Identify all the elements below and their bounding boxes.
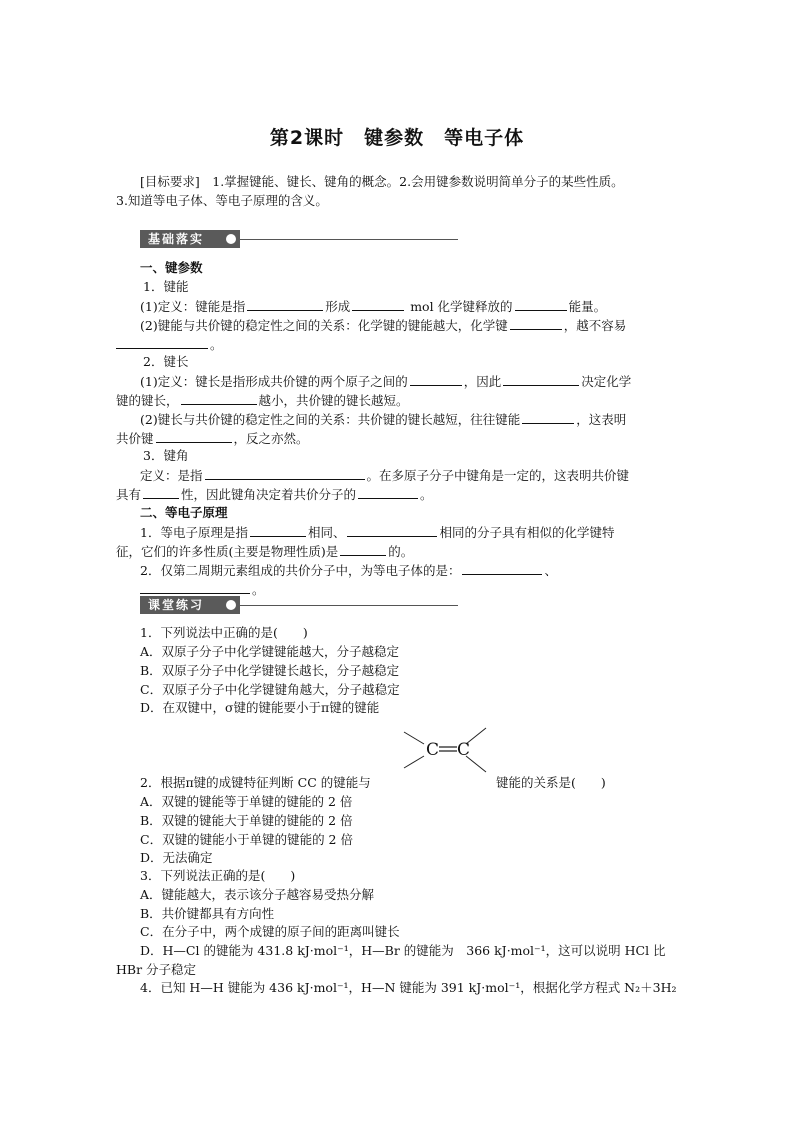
banner-dot-icon (226, 234, 236, 244)
question-1-option-b: B．双原子分子中化学键键长越长，分子越稳定 (140, 663, 400, 678)
banner-rule (240, 239, 458, 240)
fill-blank[interactable] (462, 562, 542, 575)
question-2-option-d: D．无法确定 (140, 850, 213, 865)
text: 征，它们的许多性质(主要是物理性质)是 (116, 544, 339, 559)
text: 。 (210, 337, 223, 352)
bond-length-definition (140, 373, 631, 390)
subheading-bond-length: 2．键长 (143, 354, 189, 369)
bond-length-stability (140, 411, 626, 428)
text: (1)定义：键长是指形成共价键的两个原子之间的 (140, 374, 408, 389)
question-3: 3．下列说法正确的是( ) (140, 868, 296, 883)
fill-blank[interactable] (247, 298, 323, 311)
question-3-option-c: C．在分子中，两个成键的原子间的距离叫键长 (140, 924, 400, 939)
fill-blank[interactable] (515, 298, 567, 311)
fill-blank[interactable] (410, 373, 462, 386)
isoelectronic-question (140, 562, 557, 579)
fill-blank[interactable] (116, 336, 208, 349)
text: 的。 (388, 544, 414, 559)
fill-blank[interactable] (156, 430, 232, 443)
fill-blank[interactable] (140, 581, 250, 594)
text: 共价键 (116, 431, 154, 446)
svg-text:C: C (457, 740, 471, 760)
heading-isoelectronic: 二、等电子原理 (140, 505, 228, 520)
question-1-option-d: D．在双键中，σ键的键能要小于π键的键能 (140, 700, 380, 715)
question-3-option-a: A．键能越大，表示该分子越容易受热分解 (140, 887, 375, 902)
question-4: 4．已知 H—H 键能为 436 kJ·mol⁻¹，H—N 键能为 391 kJ·mol⁻¹，根据化学方程式 N₂＋3H₂ (140, 980, 677, 995)
question-3-option-d: D．H—Cl 的键能为 431.8 kJ·mol⁻¹，H—Br 的键能为 366 kJ·mol⁻¹，这可以说明 HCl 比 (140, 943, 666, 958)
question-1-option-c: C．双原子分子中化学键键角越大，分子越稳定 (140, 682, 400, 697)
question-2-option-b: B．双键的键能大于单键的键能的 2 倍 (140, 813, 353, 828)
question-3-option-b: B．共价键都具有方向性 (140, 906, 275, 921)
fill-blank[interactable] (143, 486, 179, 499)
question-2-option-c: C．双键的键能小于单键的键能的 2 倍 (140, 832, 353, 847)
question-2-stem-b: 键能的关系是( ) (496, 775, 606, 790)
text: 。 (420, 487, 433, 502)
text: 。 (252, 582, 265, 597)
fill-blank[interactable] (352, 298, 404, 311)
double-bond-diagram-svg (396, 720, 496, 780)
text: ，反之亦然。 (233, 431, 309, 446)
subheading-bond-angle: 3．键角 (143, 448, 189, 463)
text: 越小，共价键的键长越短。 (258, 393, 409, 408)
bond-angle-definition (140, 467, 629, 484)
text: 键的键长， (116, 393, 179, 408)
bond-angle-definition-cont (116, 486, 433, 503)
fill-blank[interactable] (522, 411, 574, 424)
text: 决定化学 (581, 374, 632, 389)
svg-text:C: C (426, 740, 440, 760)
double-bond-diagram (396, 720, 496, 780)
banner-rule (240, 605, 458, 606)
text: 能量。 (568, 299, 607, 314)
text: (2)键能与共价键的稳定性之间的关系：化学键的键能越大，化学键 (140, 318, 508, 333)
fill-blank[interactable] (250, 524, 306, 537)
question-2-stem-a: 2．根据π键的成键特征判断 CC 的键能与 (140, 775, 371, 790)
text: 相同的分子具有相似的化学键特 (439, 525, 615, 540)
text: mol 化学键释放的 (406, 299, 513, 314)
question-2-option-a: A．双键的键能等于单键的键能的 2 倍 (140, 794, 353, 809)
text: 性，因此键角决定着共价分子的 (181, 487, 357, 502)
heading-bond-parameters: 一、键参数 (140, 260, 203, 275)
subheading-bond-energy: 1．键能 (143, 279, 189, 294)
bond-energy-definition (140, 298, 606, 315)
text: 定义：是指 (140, 468, 203, 483)
question-1: 1．下列说法中正确的是( ) (140, 625, 308, 640)
fill-blank[interactable] (358, 486, 418, 499)
bond-length-stability-cont (116, 430, 309, 447)
fill-blank[interactable] (510, 317, 562, 330)
banner-label: 课堂练习 (140, 596, 240, 614)
fill-blank[interactable] (347, 524, 437, 537)
isoelectronic-principle-cont (116, 543, 413, 560)
banner-label: 基础落实 (140, 230, 240, 248)
text: ，这表明 (576, 412, 627, 427)
text: ，越不容易 (563, 318, 627, 333)
text: 形成 (325, 299, 351, 314)
fill-blank[interactable] (205, 467, 365, 480)
text: 具有 (116, 487, 142, 502)
text: 2．仅第二周期元素组成的共价分子中，为等电子体的是： (140, 563, 461, 578)
bond-energy-stability-cont (116, 336, 223, 353)
goals-line-1: [目标要求] 1.掌握键能、键长、键角的概念。2.会用键参数说明简单分子的某些性质。 (140, 174, 624, 189)
question-1-option-a: A．双原子分子中化学键键能越大，分子越稳定 (140, 644, 400, 659)
text: (2)键长与共价键的稳定性之间的关系：共价键的键长越短，往往键能 (140, 412, 521, 427)
text: 、 (544, 563, 557, 578)
isoelectronic-principle (140, 524, 615, 541)
text: (1)定义：键能是指 (140, 299, 246, 314)
goals-line-2: 3.知道等电子体、等电子原理的含义。 (116, 193, 328, 208)
text: ，因此 (463, 374, 502, 389)
fill-blank[interactable] (181, 392, 257, 405)
text: 相同、 (307, 525, 346, 540)
text: 。在多原子分子中键角是一定的，这表明共价键 (366, 468, 630, 483)
page-title: 第2课时 键参数 等电子体 (269, 127, 525, 149)
bond-energy-stability (140, 317, 626, 334)
text: 1．等电子原理是指 (140, 525, 248, 540)
question-3-option-d-cont: HBr 分子稳定 (116, 962, 197, 977)
fill-blank[interactable] (503, 373, 579, 386)
banner-dot-icon (226, 600, 236, 610)
fill-blank[interactable] (340, 543, 386, 556)
bond-length-definition-cont (116, 392, 409, 409)
